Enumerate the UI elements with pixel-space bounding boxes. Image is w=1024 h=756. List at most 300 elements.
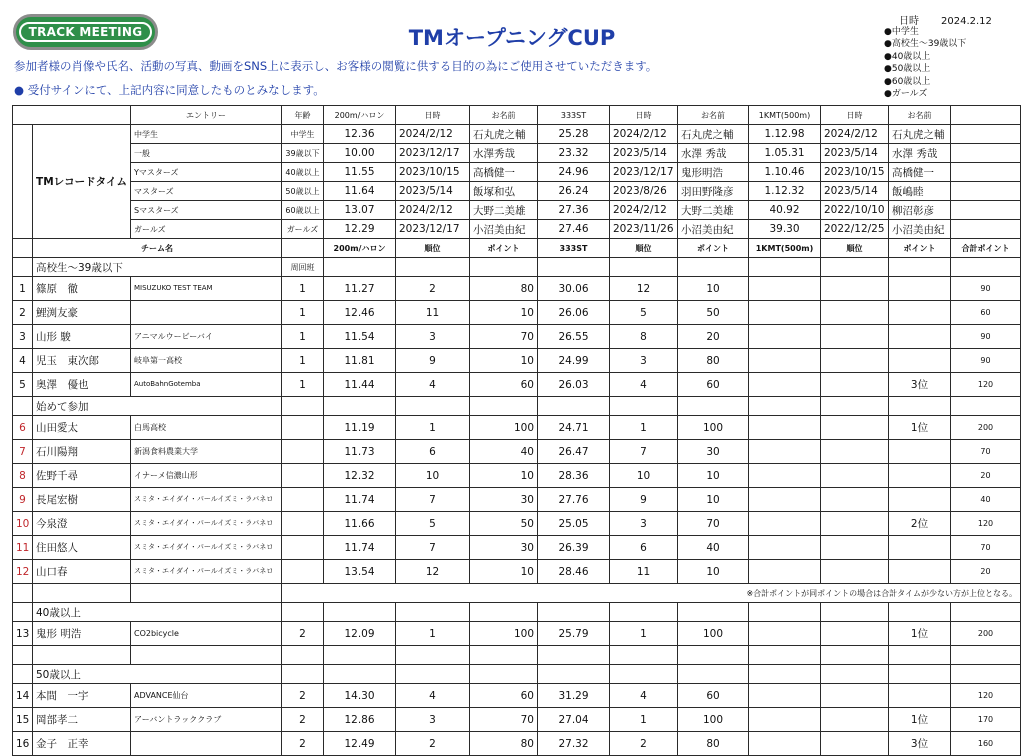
final-place <box>889 464 951 488</box>
results-header-cell <box>282 239 324 258</box>
rank-333: 1 <box>610 622 678 646</box>
points-200: 100 <box>470 416 538 440</box>
record-t200: 12.36 <box>324 125 396 144</box>
division-item: ●60歳以上 <box>884 76 931 87</box>
rank-333: 11 <box>610 560 678 584</box>
total-points: 160 <box>951 732 1021 756</box>
results-header-cell: 順位 <box>610 239 678 258</box>
rank-200: 2 <box>396 277 470 301</box>
table-row <box>13 239 1021 258</box>
time-200: 11.66 <box>324 512 396 536</box>
division-item: ●ガールズ <box>884 89 928 100</box>
blank-cell <box>951 220 1021 239</box>
final-place <box>889 560 951 584</box>
rank-1k <box>821 684 889 708</box>
blank-cell <box>678 603 749 622</box>
total-points: 90 <box>951 277 1021 301</box>
blank-cell <box>13 106 131 125</box>
blank-cell <box>33 584 131 603</box>
total-points: 200 <box>951 622 1021 646</box>
blank-cell <box>470 397 538 416</box>
team-name: スミタ・エイダイ・パールイズミ・ラバネロ <box>131 536 282 560</box>
blank-cell <box>13 258 33 277</box>
results-header-cell: 1KMT(500m) <box>749 239 821 258</box>
blank-cell <box>538 646 610 665</box>
points-333: 10 <box>678 464 749 488</box>
time-333: 28.46 <box>538 560 610 584</box>
team-name <box>131 732 282 756</box>
athlete-name: 長尾宏樹 <box>33 488 131 512</box>
record-header-cell: 年齢 <box>282 106 324 125</box>
time-333: 30.06 <box>538 277 610 301</box>
blank-cell <box>13 646 33 665</box>
blank-cell <box>470 665 538 684</box>
record-t200: 10.00 <box>324 144 396 163</box>
rank-200: 12 <box>396 560 470 584</box>
division-list <box>884 26 966 100</box>
lap-class: 2 <box>282 708 324 732</box>
team-name: アーバントラッククラブ <box>131 708 282 732</box>
total-points: 170 <box>951 708 1021 732</box>
time-333: 26.47 <box>538 440 610 464</box>
rank-333: 7 <box>610 440 678 464</box>
blank-cell <box>538 397 610 416</box>
team-name: MISUZUKO TEST TEAM <box>131 277 282 301</box>
record-t200: 11.55 <box>324 163 396 182</box>
blank-cell <box>324 646 396 665</box>
table-row <box>13 301 1021 325</box>
rank-1k <box>821 732 889 756</box>
blank-cell <box>396 397 470 416</box>
athlete-name: 児玉 東次郎 <box>33 349 131 373</box>
blank-cell <box>749 646 821 665</box>
group-label: 高校生～39歳以下 <box>33 258 282 277</box>
points-333: 100 <box>678 708 749 732</box>
table-row <box>13 560 1021 584</box>
record-d1k: 2023/5/14 <box>821 144 889 163</box>
rank-200: 3 <box>396 325 470 349</box>
rank-200: 1 <box>396 416 470 440</box>
record-header-cell: お名前 <box>470 106 538 125</box>
time-200: 11.44 <box>324 373 396 397</box>
record-n333: 大野二美雄 <box>678 201 749 220</box>
rank-1k <box>821 325 889 349</box>
rank-333: 1 <box>610 708 678 732</box>
time-200: 12.46 <box>324 301 396 325</box>
team-name: CO2bicycle <box>131 622 282 646</box>
athlete-name: 金子 正幸 <box>33 732 131 756</box>
rank-1k <box>821 440 889 464</box>
rank-200: 5 <box>396 512 470 536</box>
points-200: 60 <box>470 373 538 397</box>
record-header-cell: お名前 <box>889 106 951 125</box>
record-n1k: 石丸虎之輔 <box>889 125 951 144</box>
rank-1k <box>821 536 889 560</box>
team-name <box>131 301 282 325</box>
points-200: 70 <box>470 325 538 349</box>
record-header-cell: 日時 <box>396 106 470 125</box>
blank-cell <box>749 258 821 277</box>
time-1k <box>749 301 821 325</box>
time-1k <box>749 622 821 646</box>
blank-cell <box>678 665 749 684</box>
team-name: イナーメ信濃山形 <box>131 464 282 488</box>
time-333: 26.55 <box>538 325 610 349</box>
record-d333: 2024/2/12 <box>610 201 678 220</box>
record-d200: 2023/12/17 <box>396 220 470 239</box>
team-name: 新潟食料農業大学 <box>131 440 282 464</box>
team-name: 岐阜第一高校 <box>131 349 282 373</box>
lap-class <box>282 560 324 584</box>
rank-200: 7 <box>396 536 470 560</box>
date-value: 2024.2.12 <box>941 16 992 27</box>
blank-cell <box>396 646 470 665</box>
results-header-cell: チーム名 <box>33 239 282 258</box>
table-row <box>13 684 1021 708</box>
time-333: 25.79 <box>538 622 610 646</box>
blank-cell <box>610 397 678 416</box>
record-entry: Yマスターズ <box>131 163 282 182</box>
athlete-name: 鯉渕友豪 <box>33 301 131 325</box>
final-place <box>889 349 951 373</box>
total-points: 60 <box>951 301 1021 325</box>
table-row <box>13 464 1021 488</box>
time-1k <box>749 684 821 708</box>
record-t1k: 39.30 <box>749 220 821 239</box>
table-row <box>13 584 1021 603</box>
time-333: 27.04 <box>538 708 610 732</box>
results-header-cell: 333ST <box>538 239 610 258</box>
blank-cell <box>749 603 821 622</box>
time-1k <box>749 512 821 536</box>
time-333: 31.29 <box>538 684 610 708</box>
blank-cell <box>131 646 282 665</box>
table-row <box>13 488 1021 512</box>
group-label: 始めて参加 <box>33 397 282 416</box>
time-1k <box>749 373 821 397</box>
record-header-cell: お名前 <box>678 106 749 125</box>
record-n333: 石丸虎之輔 <box>678 125 749 144</box>
lap-class <box>282 464 324 488</box>
team-name: AutoBahnGotemba <box>131 373 282 397</box>
points-333: 100 <box>678 416 749 440</box>
points-333: 100 <box>678 622 749 646</box>
record-d333: 2023/8/26 <box>610 182 678 201</box>
total-points: 120 <box>951 512 1021 536</box>
record-n200: 飯塚和弘 <box>470 182 538 201</box>
points-200: 50 <box>470 512 538 536</box>
blank-cell <box>821 258 889 277</box>
time-333: 27.76 <box>538 488 610 512</box>
final-place <box>889 301 951 325</box>
table-row <box>13 182 1021 201</box>
rank-333: 3 <box>610 512 678 536</box>
lap-class: 2 <box>282 622 324 646</box>
blank-cell <box>282 665 324 684</box>
record-age: 中学生 <box>282 125 324 144</box>
time-200: 12.09 <box>324 622 396 646</box>
rank-333: 5 <box>610 301 678 325</box>
table-row <box>13 220 1021 239</box>
results-header-cell: 200m/ハロン <box>324 239 396 258</box>
blank-cell <box>324 665 396 684</box>
table-row <box>13 536 1021 560</box>
record-t1k: 1.12.98 <box>749 125 821 144</box>
row-number: 15 <box>13 708 33 732</box>
rank-333: 9 <box>610 488 678 512</box>
record-d333: 2023/5/14 <box>610 144 678 163</box>
lap-class <box>282 488 324 512</box>
rank-1k <box>821 373 889 397</box>
record-header-cell: 日時 <box>610 106 678 125</box>
final-place: 3位 <box>889 373 951 397</box>
blank-cell <box>470 258 538 277</box>
blank-cell <box>324 258 396 277</box>
record-entry: Sマスターズ <box>131 201 282 220</box>
record-n200: 石丸虎之輔 <box>470 125 538 144</box>
rank-200: 6 <box>396 440 470 464</box>
time-200: 12.49 <box>324 732 396 756</box>
record-d200: 2023/5/14 <box>396 182 470 201</box>
blank-cell <box>282 646 324 665</box>
points-200: 10 <box>470 560 538 584</box>
row-number: 6 <box>13 416 33 440</box>
table-row <box>13 201 1021 220</box>
rank-1k <box>821 464 889 488</box>
blank-cell <box>821 665 889 684</box>
team-name: アニマルウービーバイ <box>131 325 282 349</box>
row-number: 13 <box>13 622 33 646</box>
results-header-cell: 順位 <box>396 239 470 258</box>
record-t333: 27.36 <box>538 201 610 220</box>
blank-cell <box>324 603 396 622</box>
division-item: ●高校生～39歳以下 <box>884 39 967 50</box>
table-row <box>13 144 1021 163</box>
time-1k <box>749 325 821 349</box>
blank-cell <box>749 665 821 684</box>
table-row <box>13 349 1021 373</box>
time-200: 12.32 <box>324 464 396 488</box>
blank-cell <box>951 603 1021 622</box>
lap-class <box>282 512 324 536</box>
final-place <box>889 536 951 560</box>
time-1k <box>749 708 821 732</box>
record-header-cell: 1KMT(500m) <box>749 106 821 125</box>
record-age: ガールズ <box>282 220 324 239</box>
lap-class <box>282 536 324 560</box>
results-header-cell: ポイント <box>470 239 538 258</box>
record-d1k: 2022/10/10 <box>821 201 889 220</box>
record-age: 40歳以上 <box>282 163 324 182</box>
time-200: 11.19 <box>324 416 396 440</box>
blank-cell <box>889 603 951 622</box>
athlete-name: 奥澤 優也 <box>33 373 131 397</box>
table-row <box>13 373 1021 397</box>
record-n200: 水澤秀哉 <box>470 144 538 163</box>
time-333: 26.39 <box>538 536 610 560</box>
record-n1k: 高橋健一 <box>889 163 951 182</box>
rank-333: 3 <box>610 349 678 373</box>
rank-333: 10 <box>610 464 678 488</box>
table-row <box>13 106 1021 125</box>
record-d200: 2024/2/12 <box>396 201 470 220</box>
blank-cell <box>951 646 1021 665</box>
team-name: スミタ・エイダイ・パールイズミ・ラバネロ <box>131 560 282 584</box>
rank-1k <box>821 277 889 301</box>
rank-333: 1 <box>610 416 678 440</box>
final-place: 1位 <box>889 708 951 732</box>
blank-cell <box>610 646 678 665</box>
rank-200: 4 <box>396 684 470 708</box>
record-n1k: 飯嶋睦 <box>889 182 951 201</box>
row-number: 14 <box>13 684 33 708</box>
event-date <box>899 12 1014 27</box>
athlete-name: 本間 一宇 <box>33 684 131 708</box>
team-name: スミタ・エイダイ・パールイズミ・ラバネロ <box>131 512 282 536</box>
table-row <box>13 646 1021 665</box>
blank-cell <box>282 397 324 416</box>
time-1k <box>749 732 821 756</box>
athlete-name: 山口春 <box>33 560 131 584</box>
rank-1k <box>821 488 889 512</box>
final-place: 1位 <box>889 416 951 440</box>
rank-1k <box>821 349 889 373</box>
total-points: 70 <box>951 440 1021 464</box>
blank-cell <box>610 603 678 622</box>
division-item: ●50歳以上 <box>884 64 931 75</box>
blank-cell <box>951 106 1021 125</box>
record-n1k: 小沼美由紀 <box>889 220 951 239</box>
athlete-name: 住田悠人 <box>33 536 131 560</box>
blank-cell <box>13 397 33 416</box>
record-entry: 中学生 <box>131 125 282 144</box>
group-label: 40歳以上 <box>33 603 282 622</box>
total-points: 120 <box>951 373 1021 397</box>
blank-cell <box>951 144 1021 163</box>
rank-200: 3 <box>396 708 470 732</box>
record-t333: 24.96 <box>538 163 610 182</box>
blank-cell <box>889 665 951 684</box>
lap-class-label: 周回班 <box>282 258 324 277</box>
athlete-name: 岡部孝二 <box>33 708 131 732</box>
blank-cell <box>889 646 951 665</box>
record-header-cell: 200m/ハロン <box>324 106 396 125</box>
points-200: 100 <box>470 622 538 646</box>
results-table <box>12 105 1021 756</box>
final-place <box>889 277 951 301</box>
row-number: 16 <box>13 732 33 756</box>
time-1k <box>749 349 821 373</box>
lap-class: 1 <box>282 373 324 397</box>
record-header-cell: 333ST <box>538 106 610 125</box>
row-number: 1 <box>13 277 33 301</box>
time-200: 11.74 <box>324 536 396 560</box>
rank-333: 12 <box>610 277 678 301</box>
points-333: 80 <box>678 732 749 756</box>
record-n333: 羽田野隆彦 <box>678 182 749 201</box>
blank-cell <box>396 603 470 622</box>
time-200: 12.86 <box>324 708 396 732</box>
record-age: 39歳以下 <box>282 144 324 163</box>
total-points: 20 <box>951 560 1021 584</box>
blank-cell <box>538 258 610 277</box>
record-t1k: 1.05.31 <box>749 144 821 163</box>
row-number: 5 <box>13 373 33 397</box>
time-333: 25.05 <box>538 512 610 536</box>
record-n1k: 水澤 秀哉 <box>889 144 951 163</box>
points-200: 80 <box>470 277 538 301</box>
blank-cell <box>610 665 678 684</box>
record-d333: 2023/12/17 <box>610 163 678 182</box>
points-333: 60 <box>678 373 749 397</box>
rank-333: 6 <box>610 536 678 560</box>
lap-class <box>282 416 324 440</box>
record-entry: 一般 <box>131 144 282 163</box>
tie-break-footnote: ※合計ポイントが同ポイントの場合は合計タイムが少ない方が上位となる。 <box>282 584 1021 603</box>
total-points: 90 <box>951 325 1021 349</box>
blank-cell <box>951 201 1021 220</box>
row-number: 2 <box>13 301 33 325</box>
final-place <box>889 325 951 349</box>
points-200: 60 <box>470 684 538 708</box>
time-333: 24.99 <box>538 349 610 373</box>
table-row <box>13 732 1021 756</box>
blank-cell <box>889 258 951 277</box>
record-t1k: 1.10.46 <box>749 163 821 182</box>
points-200: 10 <box>470 301 538 325</box>
final-place <box>889 440 951 464</box>
points-333: 70 <box>678 512 749 536</box>
time-200: 11.54 <box>324 325 396 349</box>
blank-cell <box>13 584 33 603</box>
blank-cell <box>610 258 678 277</box>
final-place <box>889 488 951 512</box>
total-points: 70 <box>951 536 1021 560</box>
record-d1k: 2022/12/25 <box>821 220 889 239</box>
time-1k <box>749 464 821 488</box>
row-number: 10 <box>13 512 33 536</box>
athlete-name: 鬼形 明浩 <box>33 622 131 646</box>
blank-cell <box>951 397 1021 416</box>
row-number: 9 <box>13 488 33 512</box>
table-row <box>13 325 1021 349</box>
time-1k <box>749 416 821 440</box>
blank-cell <box>13 239 33 258</box>
lap-class: 1 <box>282 277 324 301</box>
page-title: TMオープニングCUP <box>408 26 616 50</box>
final-place: 1位 <box>889 622 951 646</box>
athlete-name: 山形 駿 <box>33 325 131 349</box>
record-header-cell: エントリー <box>131 106 282 125</box>
record-d1k: 2023/5/14 <box>821 182 889 201</box>
blank-cell <box>33 646 131 665</box>
points-333: 10 <box>678 560 749 584</box>
record-d333: 2023/11/26 <box>610 220 678 239</box>
table-row <box>13 125 1021 144</box>
record-d200: 2023/10/15 <box>396 163 470 182</box>
rank-200: 9 <box>396 349 470 373</box>
time-1k <box>749 488 821 512</box>
lap-class: 1 <box>282 325 324 349</box>
record-d200: 2023/12/17 <box>396 144 470 163</box>
record-t200: 11.64 <box>324 182 396 201</box>
rank-333: 4 <box>610 373 678 397</box>
total-points: 90 <box>951 349 1021 373</box>
privacy-notice: 参加者様の肖像や氏名、活動の写真、動画をSNS上に表示し、お客様の閲覧に供する目的の為にご使用させていただきます。 <box>14 59 658 73</box>
record-n1k: 柳沼彰彦 <box>889 201 951 220</box>
blank-cell <box>13 665 33 684</box>
total-points: 40 <box>951 488 1021 512</box>
